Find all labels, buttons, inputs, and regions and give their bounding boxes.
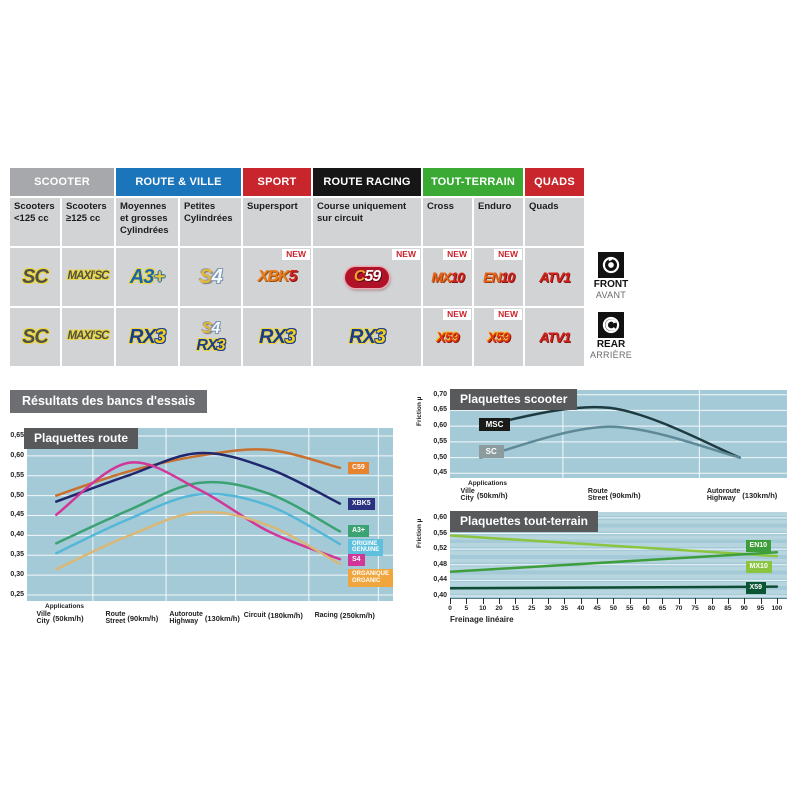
x-tick [613, 598, 614, 604]
product-cell-front [10, 248, 60, 306]
segment-label: Scooters <125 cc [10, 198, 60, 246]
y-tick-label: 0,40 [10, 531, 24, 539]
segment-label: Enduro [474, 198, 523, 246]
x-tick-label: 75 [691, 605, 699, 612]
chart-title: Plaquettes tout-terrain [450, 511, 598, 532]
product-cell-front [116, 248, 178, 306]
product-logo: MX10 [431, 269, 464, 285]
segment-row [10, 198, 584, 246]
product-logo: ATV1 [539, 269, 570, 285]
y-tick-label: 0,60 [433, 513, 447, 521]
chart-plaquettes-scooter [416, 390, 787, 503]
series-tag-msc: MSC [479, 418, 511, 431]
rear-brake-disc-icon [598, 312, 624, 338]
product-cell-rear [243, 308, 311, 366]
x-tick-label: 20 [495, 605, 503, 612]
category-header-scooter: SCOOTER [10, 168, 114, 196]
x-tick [777, 598, 778, 604]
y-tick-label: 0,25 [10, 591, 24, 599]
x-tick [499, 598, 500, 604]
x-tick [564, 598, 565, 604]
x-category-label: Circuit (180km/h) [243, 611, 303, 620]
y-tick-label: 0,50 [433, 453, 447, 461]
chart-title: Plaquettes route [24, 428, 138, 449]
new-badge: NEW [443, 309, 471, 320]
front-label: FRONT [593, 279, 629, 290]
x-tick [548, 598, 549, 604]
x-tick [532, 598, 533, 604]
category-header-tout-terrain: TOUT-TERRAIN [423, 168, 523, 196]
y-tick-label: 0,40 [433, 592, 447, 600]
product-cell-front [313, 248, 421, 306]
category-header-route-ville: ROUTE & VILLE [116, 168, 241, 196]
legend-organique: ORGANIQUE ORGANIC [348, 569, 393, 587]
front-products-row [10, 248, 584, 306]
x-tick [712, 598, 713, 604]
product-logo: ATV1 [539, 329, 570, 345]
segment-label: Course uniquement sur circuit [313, 198, 421, 246]
category-header-sport: SPORT [243, 168, 311, 196]
category-header-route-racing: ROUTE RACING [313, 168, 421, 196]
product-cell-front [243, 248, 311, 306]
y-tick-label: 0,55 [433, 437, 447, 445]
segment-label: Cross [423, 198, 472, 246]
x-axis-label: Freinage linéaire [450, 615, 514, 624]
legend-c59: C59 [348, 462, 369, 474]
y-tick-label: 0,30 [10, 571, 24, 579]
product-cell-rear [525, 308, 584, 366]
legend-s4: S4 [348, 554, 365, 566]
x-tick [483, 598, 484, 604]
product-logo: RX3 [259, 326, 295, 348]
product-cell-front [525, 248, 584, 306]
x-tick-label: 35 [560, 605, 569, 612]
y-tick-label: 0,65 [433, 406, 447, 414]
chart-title: Plaquettes scooter [450, 389, 577, 410]
product-logo: S4 [201, 319, 220, 337]
applications-label: Applications [468, 480, 508, 487]
x-tick-label: 55 [626, 605, 634, 612]
x-tick [761, 598, 762, 604]
front-brake-disc-icon [598, 252, 624, 278]
new-badge: NEW [494, 249, 522, 260]
x-tick-label: 25 [528, 605, 536, 612]
product-logo: MAXI’SC [67, 330, 109, 343]
x-tick [450, 598, 451, 604]
product-logo: RX3 [196, 336, 225, 354]
y-tick-label: 0,70 [433, 390, 447, 398]
product-cell-rear [474, 308, 523, 366]
x-category-label: Racing (250km/h) [314, 611, 375, 620]
product-logo: EN10 [482, 269, 515, 285]
new-badge: NEW [282, 249, 310, 260]
x-tick [728, 598, 729, 604]
legend-a3+: A3+ [348, 525, 369, 537]
x-tick-label: 0 [448, 605, 452, 612]
product-cell-rear [180, 308, 241, 366]
rear-products-row [10, 308, 584, 366]
x-tick [466, 598, 467, 604]
x-tick [597, 598, 598, 604]
x-category-label: Autoroute Highway (130km/h) [706, 488, 778, 503]
rear-axle-marker [583, 312, 639, 360]
x-category-label: Ville City (50km/h) [36, 611, 84, 626]
category-header-row [10, 168, 584, 196]
applications-label: Applications [45, 603, 85, 610]
y-tick-label: 0,35 [10, 551, 24, 559]
product-cell-front [474, 248, 523, 306]
chart-plaquettes-route [10, 428, 393, 626]
x-tick-label: 85 [724, 605, 732, 612]
series-tag-sc: SC [479, 445, 504, 458]
y-tick-label: 0,48 [433, 560, 447, 568]
product-cell-rear [423, 308, 472, 366]
x-tick-label: 30 [544, 605, 552, 612]
product-cell-front [180, 248, 241, 306]
x-tick [744, 598, 745, 604]
segment-label: Scooters ≥125 cc [62, 198, 114, 246]
x-tick-label: 15 [511, 605, 519, 612]
x-tick-label: 40 [577, 605, 585, 612]
x-tick-label: 90 [740, 605, 748, 612]
legend-x59: X59 [746, 582, 766, 594]
y-tick-label: 0,55 [10, 471, 24, 479]
product-cell-front [62, 248, 114, 306]
x-tick [630, 598, 631, 604]
product-cell-rear [313, 308, 421, 366]
new-badge: NEW [494, 309, 522, 320]
legend-en10: EN10 [746, 540, 772, 552]
x-category-label: Route Street (90km/h) [587, 488, 641, 503]
x-tick-label: 65 [658, 605, 667, 612]
product-application-table [10, 168, 584, 368]
new-badge: NEW [443, 249, 471, 260]
x-tick [662, 598, 663, 604]
y-tick-label: 0,60 [10, 451, 24, 459]
legend-mx10: MX10 [746, 561, 772, 573]
x-tick [695, 598, 696, 604]
y-tick-label: 0,45 [10, 511, 24, 519]
x-tick-label: 50 [609, 605, 618, 612]
x-tick-label: 10 [479, 605, 487, 612]
product-cell-rear [116, 308, 178, 366]
product-cell-rear [10, 308, 60, 366]
y-tick-label: 0,56 [433, 529, 447, 537]
product-logo: A3+ [129, 266, 165, 288]
product-logo: XBK5 [257, 268, 297, 285]
results-heading: Résultats des bancs d'essais [10, 390, 207, 413]
x-tick [515, 598, 516, 604]
rear-label: REAR [596, 339, 626, 350]
x-tick-label: 95 [756, 605, 765, 612]
product-logo: S4 [199, 266, 222, 288]
segment-label: Petites Cylindrées [180, 198, 241, 246]
x-category-label: Route Street (90km/h) [105, 611, 159, 626]
chart-plaquettes-tout-terrain [416, 512, 787, 624]
x-tick [679, 598, 680, 604]
front-axle-marker [583, 252, 639, 300]
y-tick-label: 0,45 [433, 469, 447, 477]
rear-label-fr: ARRIÈRE [589, 350, 633, 360]
x-tick-label: 45 [593, 605, 601, 612]
product-logo: RX3 [349, 326, 385, 348]
segment-label: Supersport [243, 198, 311, 246]
y-tick-label: 0,44 [433, 576, 447, 584]
x-tick [581, 598, 582, 604]
x-tick-label: 100 [771, 605, 783, 612]
segment-label: Moyennes et grosses Cylindrées [116, 198, 178, 246]
y-tick-label: 0,60 [433, 422, 447, 430]
x-tick [646, 598, 647, 604]
product-logo: SC [22, 326, 48, 348]
y-tick-label: 0,65 [10, 431, 24, 439]
product-logo: RX3 [129, 326, 165, 348]
product-logo: X59 [487, 329, 510, 345]
new-badge: NEW [392, 249, 420, 260]
product-cell-rear [62, 308, 114, 366]
y-axis-label: Friction µ [416, 396, 423, 426]
x-tick-label: 70 [675, 605, 683, 612]
x-tick-label: 60 [642, 605, 650, 612]
legend-xbk5: XBK5 [348, 498, 375, 510]
product-cell-front [423, 248, 472, 306]
x-category-label: Ville City (50km/h) [460, 488, 508, 503]
legend-origine: ORIGINE GENUINE [348, 539, 383, 557]
segment-label: Quads [525, 198, 584, 246]
plot-area [27, 428, 393, 601]
product-logo: SC [22, 266, 48, 288]
x-tick-label: 5 [464, 605, 469, 612]
x-tick-label: 80 [707, 605, 716, 612]
x-category-label: Autoroute Highway (130km/h) [169, 611, 240, 626]
y-axis-label: Friction µ [416, 518, 423, 548]
y-tick-label: 0,52 [433, 545, 447, 553]
front-label-fr: AVANT [595, 290, 627, 300]
y-tick-label: 0,50 [10, 491, 24, 499]
product-logo: X59 [436, 329, 459, 345]
category-header-quads: QUADS [525, 168, 584, 196]
product-logo: C59 [345, 267, 389, 288]
product-logo: MAXI’SC [67, 270, 109, 283]
